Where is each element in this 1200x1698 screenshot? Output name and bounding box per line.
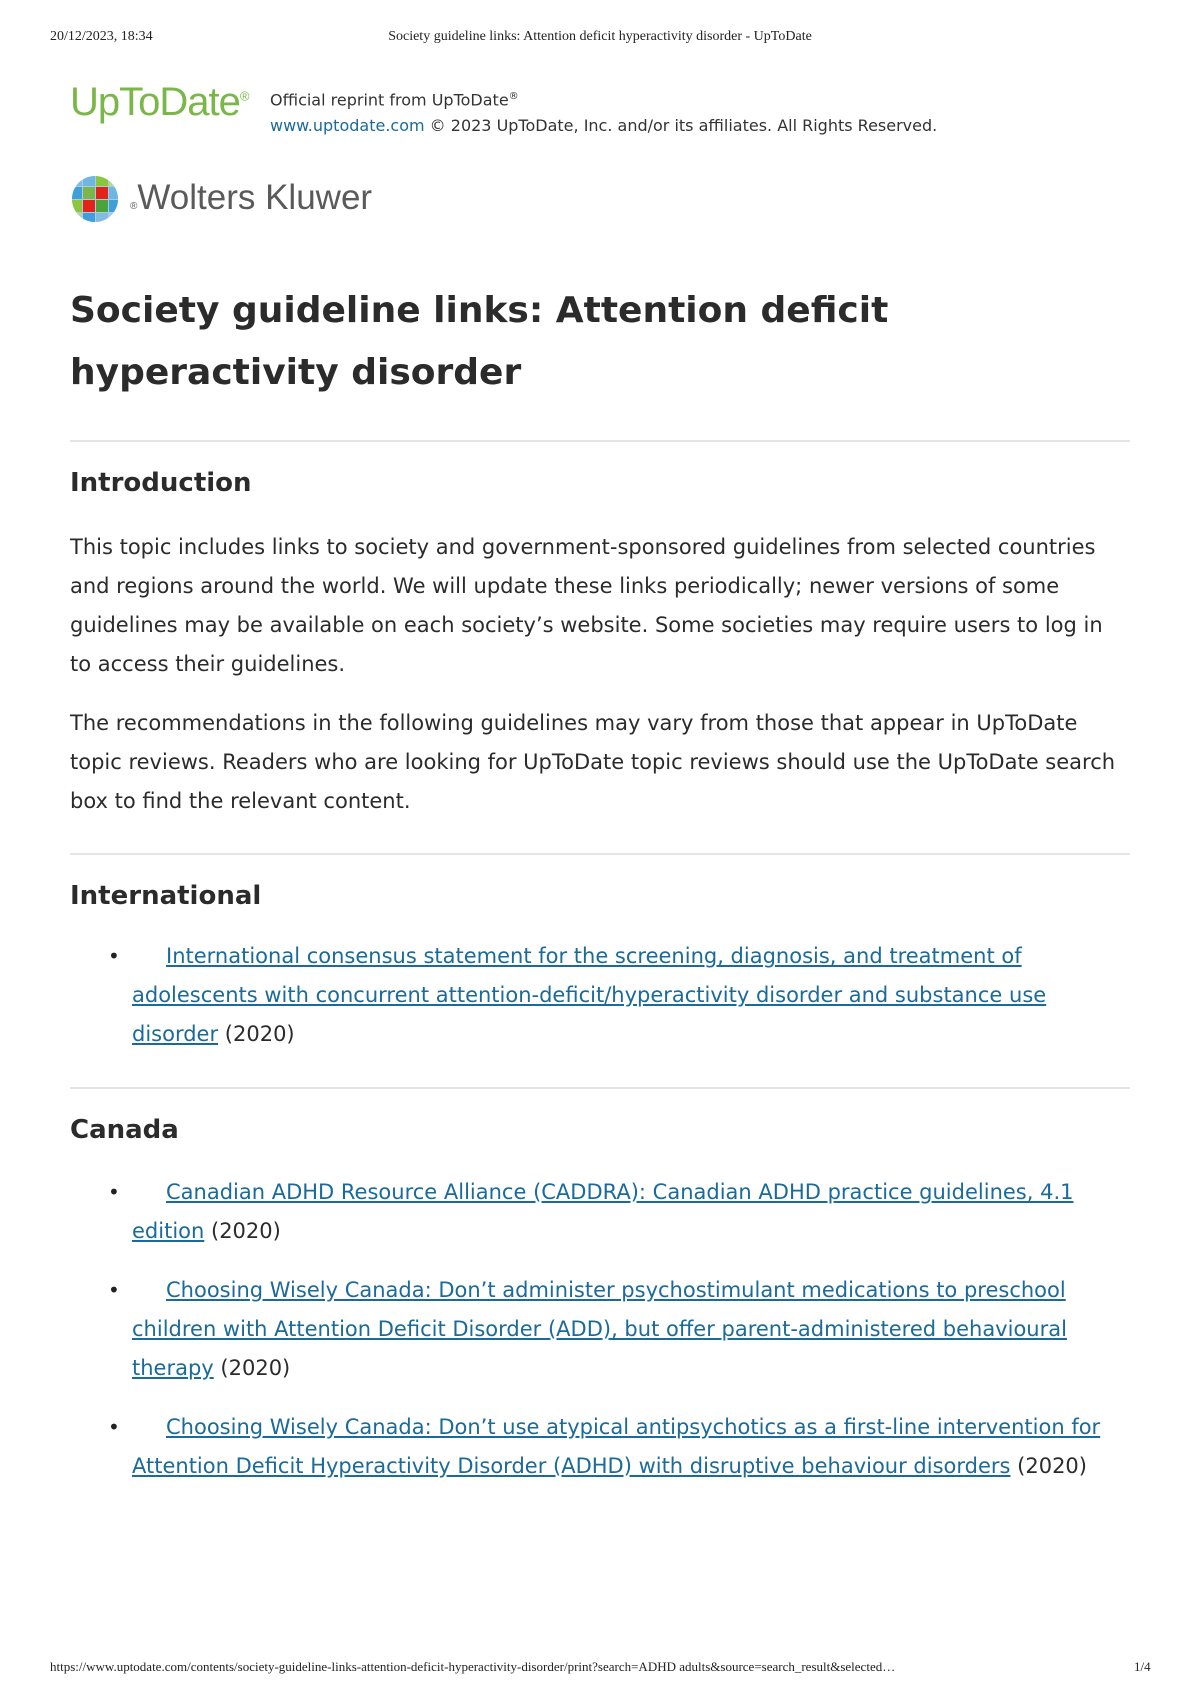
- guideline-year: (2020): [211, 1219, 281, 1243]
- guideline-link[interactable]: International consensus statement for the screening, diagnosis, and treatment of adolescents with concurrent attention-deficit/hyperactivity disorder and substance use disorder: [132, 944, 1047, 1046]
- section-heading-introduction: Introduction: [70, 468, 252, 498]
- guideline-year: (2020): [1017, 1454, 1087, 1478]
- list-item: [70, 1271, 1130, 1388]
- section-heading-international: International: [70, 881, 262, 911]
- reprint-notice: [270, 84, 937, 139]
- guideline-year: (2020): [224, 1022, 295, 1046]
- wolters-kluwer-mark-icon: [70, 174, 120, 224]
- article: [70, 280, 1130, 1486]
- brand-row: [70, 80, 1130, 140]
- list-item: [70, 1173, 1130, 1251]
- list-item: [70, 1408, 1130, 1486]
- guideline-link[interactable]: Choosing Wisely Canada: Don’t administer psychostimulant medications to preschool children with Attention Deficit Disorder (ADD), but offer parent-administered behavioural therapy: [132, 1278, 1067, 1380]
- divider: [70, 440, 1130, 442]
- intro-paragraph-1: This topic includes links to society and government-sponsored guidelines from selected countries and regions around the world. We will update these links periodically; newer versions of some guidelines may be available on each society’s website. Some societies may require users to log in to access their guidelines.: [70, 535, 1103, 676]
- publisher-reg: ®: [130, 201, 138, 212]
- page-number: 1/4: [1134, 1659, 1151, 1674]
- reprint-text: Official reprint from UpToDate: [270, 90, 509, 110]
- guideline-year: (2020): [220, 1356, 291, 1380]
- divider: [70, 853, 1130, 855]
- reprint-reg: ®: [508, 91, 519, 102]
- canada-links: [70, 1173, 1130, 1486]
- divider: [70, 1087, 1130, 1089]
- print-datetime: 20/12/2023, 18:34: [50, 29, 153, 44]
- publisher-name: [130, 178, 372, 218]
- print-page-title: Society guideline links: Attention deficit hyperactivity disorder - UpToDate: [388, 29, 812, 44]
- print-url: https://www.uptodate.com/contents/society-guideline-links-attention-deficit-hyperactivity-disorder/print?search=ADHD adults&source=search_result&selected…: [50, 1659, 896, 1674]
- uptodate-site-link[interactable]: www.uptodate.com: [270, 116, 425, 136]
- article-title: Society guideline links: Attention deficit hyperactivity disorder: [70, 290, 889, 393]
- uptodate-logo[interactable]: [70, 80, 248, 125]
- guideline-link[interactable]: Choosing Wisely Canada: Don’t use atypical antipsychotics as a first-line intervention for Attention Deficit Hyperactivity Disorder (ADHD) with disruptive behaviour disorders: [132, 1415, 1101, 1478]
- section-heading-canada: Canada: [70, 1115, 179, 1145]
- list-item: [70, 937, 1130, 1054]
- uptodate-logo-reg: ®: [239, 88, 249, 104]
- international-links: [70, 937, 1130, 1054]
- copyright-text: © 2023 UpToDate, Inc. and/or its affiliates. All Rights Reserved.: [429, 116, 938, 136]
- uptodate-logo-text: UpToDate: [70, 80, 240, 124]
- guideline-link[interactable]: Canadian ADHD Resource Alliance (CADDRA): Canadian ADHD practice guidelines, 4.1 edition: [132, 1180, 1074, 1243]
- publisher-name-text: Wolters Kluwer: [137, 178, 373, 217]
- intro-paragraph-2: The recommendations in the following guidelines may vary from those that appear in UpToDate topic reviews. Readers who are looking for UpToDate topic reviews should use the UpToDate search box to find the relevant content.: [70, 711, 1116, 813]
